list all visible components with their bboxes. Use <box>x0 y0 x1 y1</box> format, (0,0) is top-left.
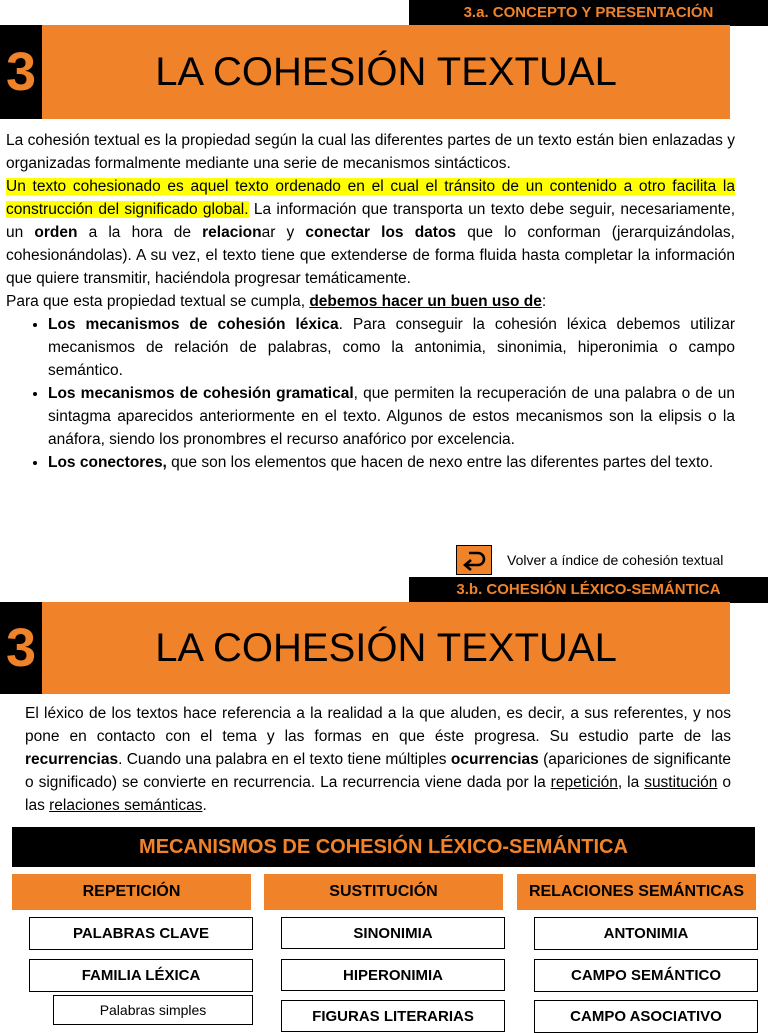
box-campo-asociativo: CAMPO ASOCIATIVO <box>534 1000 758 1033</box>
list-item: • Los mecanismos de cohesión gramatical, que permiten la recuperación de una palabra o de un sintagma aparecidos anteriormente en el texto. Algunos de estos mecanismos son la elipsis o la anáfora, siendo los pronombres el recurso anafórico por excelencia. <box>48 382 735 451</box>
column-header-relaciones: RELACIONES SEMÁNTICAS <box>517 874 756 910</box>
paragraph-cohesion: Un texto cohesionado es aquel texto ordenado en el cual el tránsito de un contenido a otro facilita la construcción del significado global. La información que transporta un texto debe seguir, necesariamente, un orden a la hora de relacionar y conectar los datos que lo conforman (jerarquizándolas, cohesionándolas). A su vez, el texto tiene que extenderse de forma fluida hasta completar la información que quiere transmitir, haciéndola progresar temáticamente. <box>6 178 735 287</box>
box-palabras-clave: PALABRAS CLAVE <box>29 917 253 950</box>
section-number: 3 <box>0 602 42 694</box>
emphasis-recurrencias: recurrencias <box>25 751 119 768</box>
emphasis-buen-uso: debemos hacer un buen uso de <box>309 293 542 310</box>
section-number: 3 <box>0 25 42 119</box>
emphasis-conectar: conectar los datos <box>305 224 457 241</box>
page-title: LA COHESIÓN TEXTUAL <box>42 602 730 694</box>
column-header-sustitucion: SUSTITUCIÓN <box>264 874 503 910</box>
list-item: • Los mecanismos de cohesión léxica. Para conseguir la cohesión léxica debemos utilizar mecanismos de relación de palabras, como la antonimia, sinonimia, hiperonimia o campo semántico. <box>48 313 735 382</box>
emphasis-relacion: relacion <box>202 224 262 241</box>
section-tag-concepto: 3.a. CONCEPTO Y PRESENTACIÓN <box>409 0 768 26</box>
term-sustitucion: sustitución <box>644 774 718 791</box>
column-header-repeticion: REPETICIÓN <box>12 874 251 910</box>
back-to-index-link[interactable]: Volver a índice de cohesión textual <box>507 552 724 568</box>
section-tag-lexico: 3.b. COHESIÓN LÉXICO-SEMÁNTICA <box>409 577 768 603</box>
box-figuras-literarias: FIGURAS LITERARIAS <box>281 1000 505 1032</box>
box-sinonimia: SINONIMIA <box>281 917 505 949</box>
mechanisms-header: MECANISMOS DE COHESIÓN LÉXICO-SEMÁNTICA <box>12 827 755 867</box>
page-title: LA COHESIÓN TEXTUAL <box>42 25 730 119</box>
lexico-text <box>25 702 731 817</box>
term-repeticion: repetición <box>550 774 618 791</box>
box-familia-lexica: FAMILIA LÉXICA <box>29 959 253 992</box>
box-antonimia: ANTONIMIA <box>534 917 758 950</box>
emphasis-orden: orden <box>34 224 78 241</box>
paragraph-definition: La cohesión textual es la propiedad según la cual las diferentes partes de un texto están bien enlazadas y organizadas formalmente mediante una serie de mecanismos sintácticos. <box>6 132 735 172</box>
emphasis-ocurrencias: ocurrencias <box>450 751 539 768</box>
list-item: • Los conectores, que son los elementos que hacen de nexo entre las diferentes partes del texto. <box>48 451 735 474</box>
return-arrow-icon[interactable] <box>456 545 492 575</box>
box-hiperonimia: HIPERONIMIA <box>281 959 505 991</box>
box-campo-semantico: CAMPO SEMÁNTICO <box>534 959 758 992</box>
concept-text <box>6 129 735 474</box>
mechanisms-list <box>6 313 735 474</box>
highlighted-sentence: Un texto cohesionado es aquel texto ordenado en el cual el tránsito de un contenido a otro facilita la construcción del significado global. <box>6 178 735 218</box>
paragraph-lexico: El léxico de los textos hace referencia a la realidad a la que aluden, es decir, a sus referentes, y nos pone en contacto con el tema y las formas en que éste progresa. Su estudio parte de las recurrencias. Cuando una palabra en el texto tiene múltiples ocurrencias (apariciones de significante o significado) se convierte en recurrencia. La recurrencia viene dada por la repetición, la sustitución o las relaciones semánticas. <box>25 705 732 814</box>
box-palabras-simples: Palabras simples <box>53 995 253 1025</box>
paragraph-usage: Para que esta propiedad textual se cumpla, debemos hacer un buen uso de: <box>6 293 547 310</box>
term-relaciones: relaciones semánticas <box>49 797 203 814</box>
